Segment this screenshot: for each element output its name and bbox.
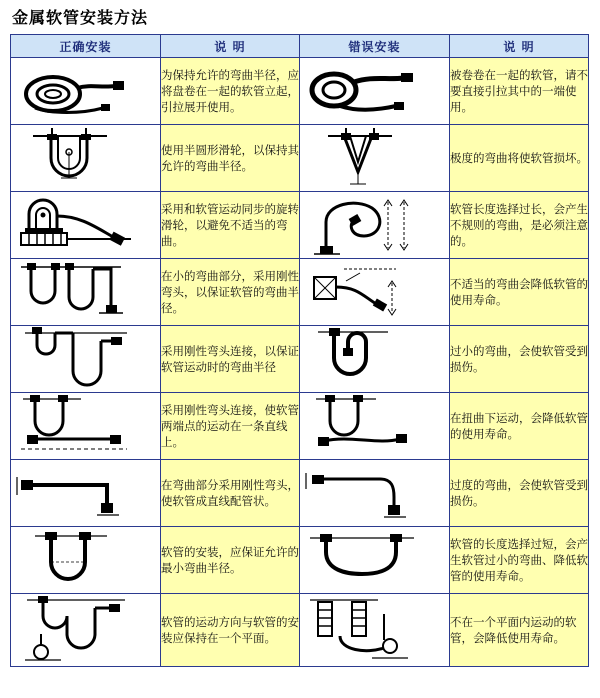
motion-out-of-plane-icon (300, 594, 449, 666)
u-bend-min-radius-icon (11, 530, 160, 590)
rigid-elbow-u-loop-icon (11, 327, 160, 391)
table-row (11, 125, 589, 192)
coiled-hose-pulled-straight-icon (300, 62, 449, 120)
description-text: 采用刚性弯头连接，使软管两端点的运动在一条直线上。 (161, 393, 300, 460)
description-text: 使用半圆形滑轮，以保持其允许的弯曲半径。 (161, 125, 300, 192)
figure-excessive-bend-at-fitting (300, 460, 450, 527)
header-correct-install: 正确安装 (11, 35, 161, 58)
figure-half-round-pulley (11, 125, 161, 192)
figure-rigid-elbow-small-bend (11, 259, 161, 326)
too-small-bend-radius-icon (300, 328, 449, 390)
coiled-hose-roll-icon (11, 62, 160, 120)
figure-too-long-irregular-bend (300, 192, 450, 259)
figure-motion-out-of-plane (300, 594, 450, 667)
table-row (11, 58, 589, 125)
description-text: 不在一个平面内运动的软管，会降低使用寿命。 (450, 594, 589, 667)
straight-pipe-with-elbows-icon (11, 465, 160, 521)
header-wrong-install: 错误安装 (300, 35, 450, 58)
table-row (11, 393, 589, 460)
figure-straight-pipe-elbows (11, 460, 161, 527)
page-title: 金属软管安装方法 (12, 8, 149, 27)
table-row (11, 326, 589, 393)
description-text: 软管的长度选择过短，会产生软管过小的弯曲、降低软管的使用寿命。 (450, 527, 589, 594)
table-row (11, 460, 589, 527)
description-text: 在小的弯曲部分，采用刚性弯头，以保证软管的弯曲半径。 (161, 259, 300, 326)
excessive-bend-at-fitting-icon (300, 465, 449, 521)
figure-twisting-motion (300, 393, 450, 460)
description-text: 不适当的弯曲会降低软管的使用寿命。 (450, 259, 589, 326)
table-row (11, 527, 589, 594)
description-text: 在弯曲部分采用刚性弯头，使软管成直线配管状。 (161, 460, 300, 527)
table-row (11, 594, 589, 667)
figure-rotating-pulley (11, 192, 161, 259)
hose-too-long-irregular-bend-icon (300, 192, 449, 258)
figure-u-bend-min-radius (11, 527, 161, 594)
figure-too-small-bend-radius (300, 326, 450, 393)
figure-sharp-v-bend (300, 125, 450, 192)
figure-straight-line-motion (11, 393, 161, 460)
header-correct-description: 说 明 (161, 35, 300, 58)
hose-with-rotating-pulley-chain-icon (11, 194, 160, 256)
description-text: 软管的安装，应保证允许的最小弯曲半径。 (161, 527, 300, 594)
hose-sharp-v-bend-icon (300, 128, 449, 188)
motion-plane-aligned-with-hose-icon (11, 594, 160, 666)
description-text: 为保持允许的弯曲半径，应将盘卷在一起的软管立起，引拉展开使用。 (161, 58, 300, 125)
description-text: 被卷卷在一起的软管，请不要直接引拉其中的一端使用。 (450, 58, 589, 125)
description-text: 采用和软管运动同步的旋转滑轮，以避免不适当的弯曲。 (161, 192, 300, 259)
rigid-elbow-small-bend-icon (11, 261, 160, 323)
description-text: 过小的弯曲，会使软管受到损伤。 (450, 326, 589, 393)
description-text: 软管的运动方向与软管的安装应保持在一个平面。 (161, 594, 300, 667)
figure-improper-bend (300, 259, 450, 326)
description-text: 过度的弯曲，会使软管受到损伤。 (450, 460, 589, 527)
rigid-elbow-straight-line-motion-icon (11, 395, 160, 457)
figure-hose-too-long-sagging (300, 527, 450, 594)
header-wrong-description: 说 明 (450, 35, 589, 58)
description-text: 软管长度选择过长，会产生不规则的弯曲，是必须注意的。 (450, 192, 589, 259)
twisting-motion-u-hose-icon (300, 395, 449, 457)
improper-bend-reduces-life-icon (300, 263, 449, 321)
figure-coiled-hose-roll (11, 58, 161, 125)
description-text: 在扭曲下运动，会降低软管的使用寿命。 (450, 393, 589, 460)
installation-methods-table (10, 34, 589, 667)
table-row (11, 259, 589, 326)
figure-motion-plane-aligned (11, 594, 161, 667)
table-header-row (11, 35, 589, 58)
figure-rigid-elbow-u-loop (11, 326, 161, 393)
table-row (11, 192, 589, 259)
hose-too-long-sagging-icon (300, 530, 449, 590)
description-text: 采用刚性弯头连接，以保证软管运动时的弯曲半径 (161, 326, 300, 393)
hose-over-half-round-pulley-icon (11, 128, 160, 188)
figure-coiled-hose-pulled-straight (300, 58, 450, 125)
description-text: 极度的弯曲将使软管损坏。 (450, 125, 589, 192)
